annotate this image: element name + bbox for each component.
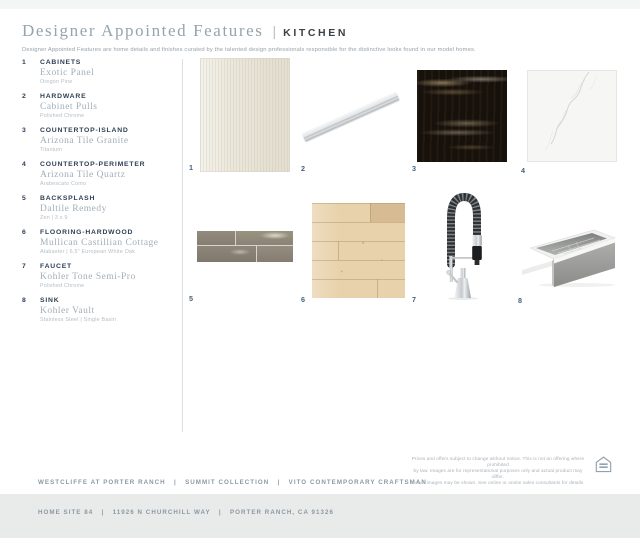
feature-number: 6 bbox=[22, 229, 26, 236]
equal-housing-opportunity-icon bbox=[595, 456, 612, 473]
feature-product: Arizona Tile Quartz bbox=[40, 170, 126, 180]
feature-number: 5 bbox=[22, 195, 26, 202]
feature-number: 7 bbox=[22, 263, 26, 270]
community-info-line1: WESTCLIFFE AT PORTER RANCH | SUMMIT COLLECTION | VITO CONTEMPORARY CRAFTSMAN bbox=[38, 479, 427, 486]
feature-item-cabinets bbox=[22, 59, 180, 85]
community-info-line2: HOME SITE 84 | 11926 N CHURCHILL WAY | PORTER RANCH, CA 91326 bbox=[38, 509, 334, 516]
feature-number: 1 bbox=[22, 59, 26, 66]
feature-detail: Polished Chrome bbox=[40, 283, 85, 289]
vertical-divider bbox=[182, 59, 183, 432]
swatch-number-1: 1 bbox=[189, 163, 193, 172]
feature-product: Exotic Panel bbox=[40, 68, 95, 78]
disclaimer-line2: by law. Images are for representational purposes only and actual product may differ. bbox=[413, 468, 583, 479]
title-divider: | bbox=[272, 23, 277, 39]
feature-detail: Titanium bbox=[40, 147, 63, 153]
tile bbox=[257, 246, 293, 262]
feature-head bbox=[22, 59, 180, 66]
faucet-image bbox=[437, 188, 490, 300]
feature-product: Mullican Castillian Cottage bbox=[40, 238, 159, 248]
floor-joint bbox=[338, 241, 339, 260]
floor-joint bbox=[377, 279, 378, 298]
feature-detail: Zen | 3 x 9 bbox=[40, 215, 68, 221]
feature-item-flooring bbox=[22, 229, 180, 255]
tile bbox=[197, 246, 256, 262]
backsplash-tile-image bbox=[197, 231, 293, 262]
feature-head bbox=[22, 297, 180, 304]
disclaimer-line1: Prices and offers subject to change without notice. This is not an offering where prohibited bbox=[411, 456, 585, 467]
feature-detail: Oregon Pine bbox=[40, 79, 73, 85]
feature-product: Kohler Tone Semi-Pro bbox=[40, 272, 136, 282]
feature-category: FAUCET bbox=[40, 263, 72, 270]
tile bbox=[197, 231, 235, 245]
title-row bbox=[22, 21, 476, 41]
feature-head bbox=[22, 229, 180, 236]
feature-category: HARDWARE bbox=[40, 93, 87, 100]
chrome-pull-bar bbox=[302, 91, 400, 141]
feature-number: 4 bbox=[22, 161, 26, 168]
swatch-number-2: 2 bbox=[301, 164, 305, 173]
apron-sink-drawing bbox=[522, 221, 622, 288]
swatch-number-7: 7 bbox=[412, 295, 416, 304]
feature-detail: Alabaster | 6.5" European White Oak bbox=[40, 249, 136, 255]
swatch-number-3: 3 bbox=[412, 164, 416, 173]
feature-item-countertop-perimeter bbox=[22, 161, 180, 187]
feature-detail: Polished Chrome bbox=[40, 113, 85, 119]
swatch-number-8: 8 bbox=[518, 296, 522, 305]
disclaimer bbox=[410, 456, 586, 486]
page-title: Designer Appointed Features bbox=[22, 21, 264, 40]
section-title: KITCHEN bbox=[283, 27, 349, 39]
feature-item-countertop-island bbox=[22, 127, 180, 153]
feature-head bbox=[22, 263, 180, 270]
feature-item-backsplash bbox=[22, 195, 180, 221]
feature-category: CABINETS bbox=[40, 59, 82, 66]
feature-product: Kohler Vault bbox=[40, 306, 95, 316]
feature-detail: Arabescato Como bbox=[40, 181, 87, 187]
feature-item-hardware bbox=[22, 93, 180, 119]
feature-category: COUNTERTOP-PERIMETER bbox=[40, 161, 146, 168]
feature-category: COUNTERTOP-ISLAND bbox=[40, 127, 129, 134]
feature-category: FLOORING-HARDWOOD bbox=[40, 229, 134, 236]
features-list bbox=[22, 59, 180, 331]
sink-image bbox=[522, 221, 622, 288]
community-info bbox=[38, 458, 427, 538]
swatch-number-5: 5 bbox=[189, 294, 193, 303]
feature-number: 8 bbox=[22, 297, 26, 304]
swatch-number-4: 4 bbox=[521, 166, 525, 175]
header bbox=[22, 21, 476, 53]
cabinet-panel-image bbox=[200, 58, 290, 172]
swatch-number-6: 6 bbox=[301, 295, 305, 304]
feature-category: SINK bbox=[40, 297, 60, 304]
cabinet-pull-image bbox=[300, 70, 400, 166]
floor-plank-patch bbox=[370, 203, 405, 222]
feature-head bbox=[22, 127, 180, 134]
quartz-veining bbox=[527, 70, 617, 162]
feature-item-faucet bbox=[22, 263, 180, 289]
granite-slab-image bbox=[417, 70, 507, 162]
feature-product: Arizona Tile Granite bbox=[40, 136, 129, 146]
feature-number: 3 bbox=[22, 127, 26, 134]
feature-category: BACKSPLASH bbox=[40, 195, 96, 202]
hardwood-floor-image bbox=[312, 203, 405, 298]
feature-product: Cabinet Pulls bbox=[40, 102, 98, 112]
page-subtitle: Designer Appointed Features are home details and finishes curated by the talented design professionals responsible for the distinctive looks found in our model homes. bbox=[22, 47, 476, 53]
feature-head bbox=[22, 161, 180, 168]
floor-joint bbox=[370, 203, 371, 222]
feature-item-sink bbox=[22, 297, 180, 323]
feature-product: Daltile Remedy bbox=[40, 204, 107, 214]
disclaimer-line3: Not all images may be shown. See online or onsite sales consultants for details. bbox=[411, 480, 585, 485]
semi-pro-faucet-drawing bbox=[437, 188, 490, 300]
page-top-band bbox=[0, 0, 640, 9]
quartz-slab-image bbox=[527, 70, 617, 162]
feature-head bbox=[22, 195, 180, 202]
feature-head bbox=[22, 93, 180, 100]
tile bbox=[236, 231, 293, 245]
feature-number: 2 bbox=[22, 93, 26, 100]
feature-detail: Stainless Steel | Single Basin bbox=[40, 317, 117, 323]
